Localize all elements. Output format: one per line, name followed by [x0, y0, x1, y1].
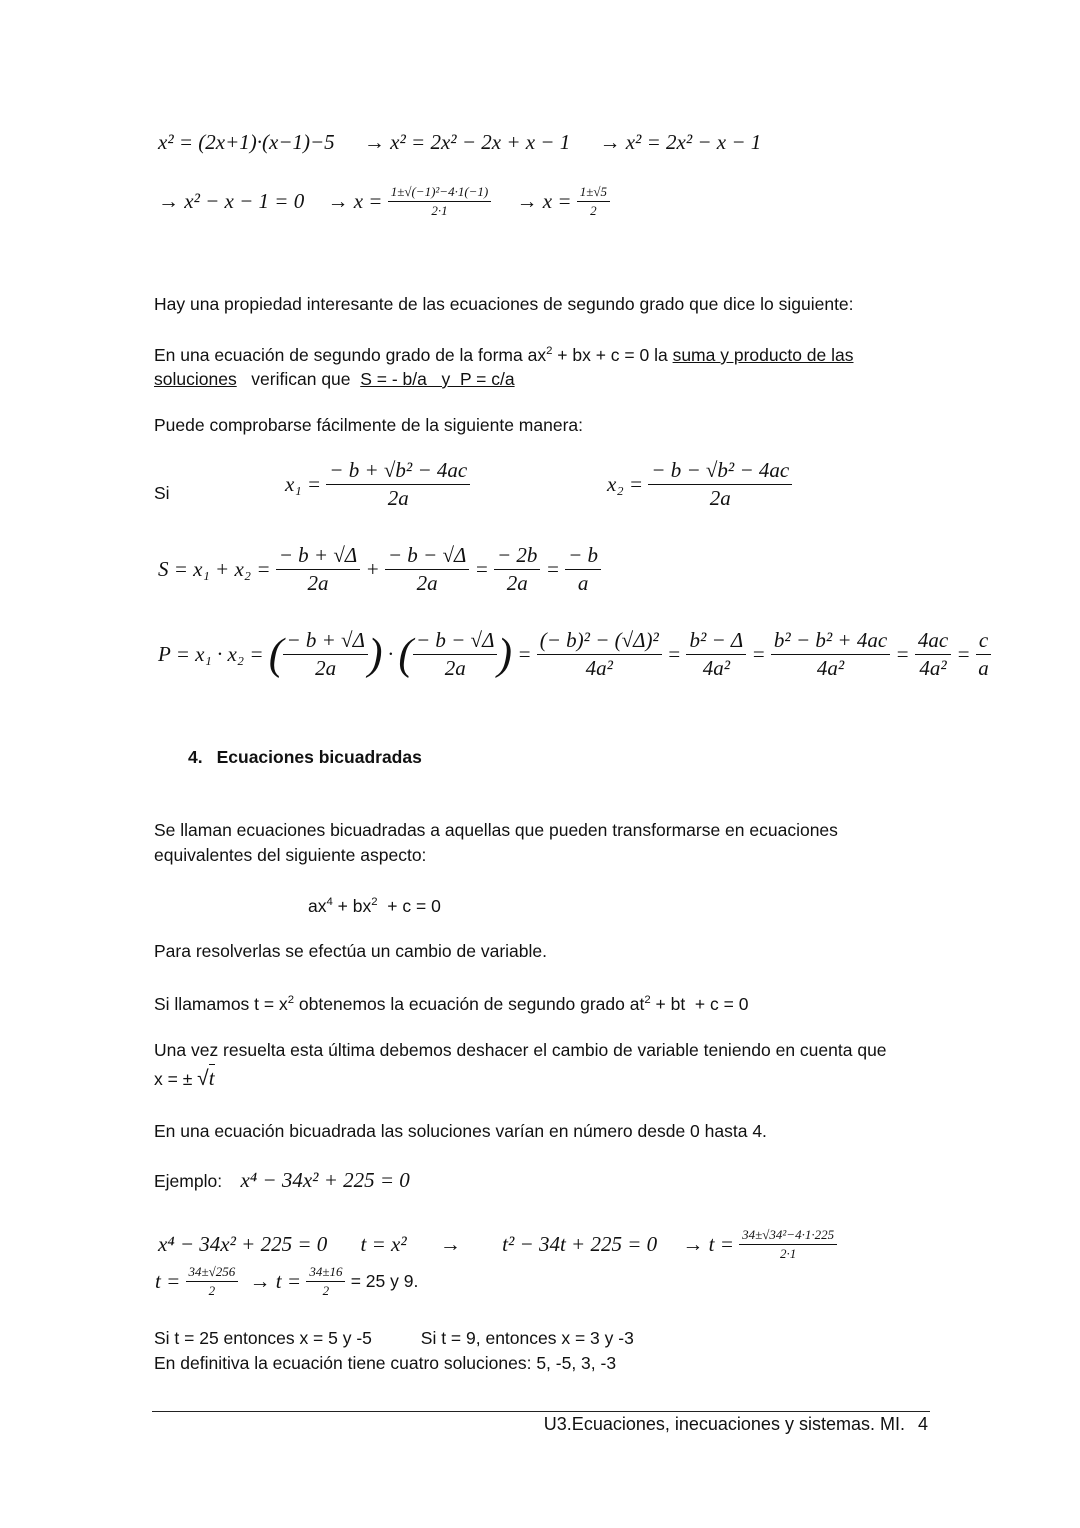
- equation-part: t =: [155, 1269, 181, 1293]
- biquadratic-form: [308, 890, 441, 919]
- operator: =: [895, 642, 910, 666]
- equation-part: t² − 34t + 225 = 0: [502, 1232, 658, 1256]
- fraction: [976, 628, 991, 681]
- property-statement-line-2: [154, 367, 515, 392]
- fraction-numerator: b² − Δ: [686, 628, 746, 655]
- fraction-denominator: 4a²: [816, 656, 845, 680]
- equation-line-1: [158, 130, 761, 155]
- section-paragraph-4-line-1: Una vez resuelta esta última debemos deshacer el cambio de variable teniendo en cuenta que: [154, 1040, 887, 1060]
- x1-formula: [285, 458, 470, 511]
- example-label: Ejemplo:: [154, 1171, 223, 1191]
- fraction-numerator: − b − √b² − 4ac: [648, 458, 792, 485]
- product-formula: [158, 628, 991, 681]
- sqrt-sign: √: [197, 1067, 209, 1090]
- example2-line-2: [155, 1264, 418, 1299]
- section-number: 4.: [188, 747, 203, 767]
- fraction: [648, 458, 792, 511]
- superscript: 2: [371, 896, 378, 908]
- fraction-numerator: − b + √b² − 4ac: [326, 458, 470, 485]
- property-statement-line-1: [154, 339, 854, 368]
- equation-part: x⁴ − 34x² + 225 = 0: [158, 1232, 328, 1256]
- fraction-numerator: 34±√34²−4·1·225: [739, 1227, 837, 1245]
- equation-part: → x² − x − 1 = 0: [158, 189, 305, 213]
- formula-lhs: x₁ =: [285, 472, 322, 496]
- fraction-numerator: 1±√5: [577, 184, 610, 202]
- section-paragraph-1-line-1: Se llaman ecuaciones bicuadradas a aquellas que pueden transformarse en ecuaciones: [154, 820, 838, 840]
- fraction-numerator: 34±16: [306, 1264, 345, 1282]
- sum-formula: [158, 543, 601, 596]
- fraction: [577, 184, 610, 219]
- si-label: Si: [154, 483, 170, 503]
- paren: ): [497, 629, 513, 679]
- fraction: [413, 628, 497, 681]
- fraction: [276, 543, 360, 596]
- fraction-numerator: − b + √Δ: [276, 543, 360, 570]
- equation-part: → x =: [516, 189, 572, 213]
- text: Si llamamos t = x: [154, 993, 288, 1014]
- superscript: 2: [546, 345, 553, 357]
- fraction-denominator: 4a²: [702, 656, 730, 680]
- fraction: [565, 543, 601, 596]
- formula-lhs: P = x₁ · x₂ =: [158, 642, 264, 666]
- paren: (: [268, 629, 284, 679]
- text: + bx: [332, 895, 372, 916]
- fraction-numerator: c: [976, 628, 991, 655]
- operator: =: [474, 557, 489, 581]
- fraction-denominator: 2a: [307, 571, 329, 595]
- operator: =: [956, 642, 971, 666]
- fraction: [537, 628, 662, 681]
- section-heading: [188, 747, 422, 768]
- page-footer: [544, 1414, 928, 1435]
- example-equation: x⁴ − 34x² + 225 = 0: [240, 1168, 410, 1192]
- fraction-denominator: 2a: [315, 656, 337, 680]
- equation-part: x² = (2x+1)·(x−1)−5: [158, 130, 335, 154]
- section-paragraph-1-line-2: equivalentes del siguiente aspecto:: [154, 845, 427, 865]
- fraction: [686, 628, 746, 681]
- fraction-denominator: 2a: [709, 486, 731, 510]
- section-title: Ecuaciones bicuadradas: [216, 747, 422, 767]
- text: obtenemos la ecuación de segundo grado at: [294, 993, 645, 1014]
- fraction: [326, 458, 470, 511]
- equation-part: → x² = 2x² − x − 1: [599, 130, 762, 154]
- equation-part: → x² = 2x² − 2x + x − 1: [363, 130, 571, 154]
- footer-divider: [152, 1411, 930, 1412]
- fraction-denominator: 2a: [416, 571, 438, 595]
- fraction: [771, 628, 890, 681]
- fraction-denominator: a: [577, 571, 589, 595]
- fraction-denominator: 2a: [444, 656, 466, 680]
- fraction: [283, 628, 367, 681]
- underlined-text: S = - b/a y P = c/a: [360, 369, 515, 389]
- fraction: [388, 184, 492, 219]
- fraction-numerator: 1±√(−1)²−4·1(−1): [388, 184, 492, 202]
- text: En una ecuación de segundo grado de la forma ax: [154, 344, 547, 365]
- paren: ): [367, 629, 383, 679]
- text: x = ±: [154, 1069, 198, 1089]
- fraction-denominator: 2: [208, 1283, 216, 1298]
- property-intro: Hay una propiedad interesante de las ecuaciones de segundo grado que dice lo siguiente:: [154, 294, 854, 314]
- fraction-denominator: 2: [322, 1283, 330, 1298]
- section-paragraph-3: [154, 988, 748, 1017]
- fraction-denominator: 4a²: [585, 656, 613, 680]
- operator: +: [365, 557, 380, 581]
- operator: =: [751, 642, 766, 666]
- example2-line-1: [158, 1227, 837, 1262]
- fraction: [494, 543, 540, 596]
- fraction-numerator: − b − √Δ: [385, 543, 469, 570]
- underlined-text: suma y producto de las: [672, 344, 854, 365]
- fraction-numerator: 34±√256: [186, 1264, 239, 1282]
- fraction-denominator: 2a: [387, 486, 409, 510]
- fraction-denominator: 4a²: [919, 656, 947, 680]
- underlined-text: soluciones: [154, 369, 237, 389]
- equation-part: → t =: [682, 1232, 734, 1256]
- fraction-denominator: 2·1: [779, 1246, 797, 1261]
- fraction-denominator: 2: [590, 203, 597, 218]
- text: + bx + c = 0 la: [552, 344, 673, 365]
- formula-lhs: S = x₁ + x₂ =: [158, 557, 271, 581]
- example-line: [154, 1168, 410, 1194]
- x2-formula: [607, 458, 792, 511]
- operator: ·: [387, 642, 394, 666]
- fraction: [385, 543, 469, 596]
- conclusion-line-2: En definitiva la ecuación tiene cuatro soluciones: 5, -5, 3, -3: [154, 1353, 617, 1373]
- fraction-denominator: 2·1: [431, 203, 448, 218]
- equation-part: →: [439, 1232, 461, 1256]
- superscript: 2: [287, 994, 295, 1006]
- equation-part: = 25 y 9.: [350, 1271, 419, 1291]
- text: + c = 0: [377, 895, 441, 916]
- text: verifican que: [236, 369, 361, 389]
- operator: =: [545, 557, 560, 581]
- operator: =: [667, 642, 682, 666]
- formula-lhs: x₂ =: [607, 472, 644, 496]
- superscript: 2: [644, 994, 651, 1006]
- fraction: [306, 1264, 345, 1299]
- fraction-denominator: 2a: [506, 571, 528, 595]
- section-paragraph-2: Para resolverlas se efectúa un cambio de variable.: [154, 941, 547, 961]
- check-text: Puede comprobarse fácilmente de la siguiente manera:: [154, 415, 583, 435]
- page-number: 4: [917, 1414, 928, 1434]
- conclusion-line-1: [154, 1326, 634, 1351]
- fraction-denominator: a: [978, 656, 989, 680]
- fraction-numerator: b² − b² + 4ac: [771, 628, 890, 655]
- footer-title: U3.Ecuaciones, inecuaciones y sistemas. MI.: [543, 1414, 905, 1434]
- section-paragraph-5: En una ecuación bicuadrada las soluciones varían en número desde 0 hasta 4.: [154, 1121, 767, 1141]
- section-paragraph-4-line-2: [154, 1066, 215, 1092]
- fraction: [739, 1227, 837, 1262]
- paren: (: [398, 629, 413, 679]
- equation-part: → x =: [327, 189, 383, 213]
- fraction: [915, 628, 951, 681]
- text: Si t = 25 entonces x = 5 y -5: [154, 1328, 372, 1348]
- text: + bt + c = 0: [650, 993, 749, 1014]
- fraction: [186, 1264, 239, 1299]
- text: ax: [308, 895, 327, 916]
- equation-part: t = x²: [360, 1232, 407, 1256]
- text: Si t = 9, entonces x = 3 y -3: [420, 1328, 634, 1348]
- fraction-numerator: − 2b: [494, 543, 540, 570]
- fraction-numerator: − b − √Δ: [413, 628, 497, 655]
- fraction-numerator: − b + √Δ: [283, 628, 367, 655]
- fraction-numerator: (− b)² − (√Δ)²: [537, 628, 662, 655]
- superscript: 4: [326, 896, 333, 908]
- fraction-numerator: 4ac: [915, 628, 951, 655]
- equation-line-2: [158, 184, 610, 219]
- equation-part: → t =: [249, 1269, 302, 1293]
- fraction-numerator: − b: [565, 543, 601, 570]
- sqrt-radicand: t: [208, 1066, 215, 1090]
- operator: =: [517, 642, 532, 666]
